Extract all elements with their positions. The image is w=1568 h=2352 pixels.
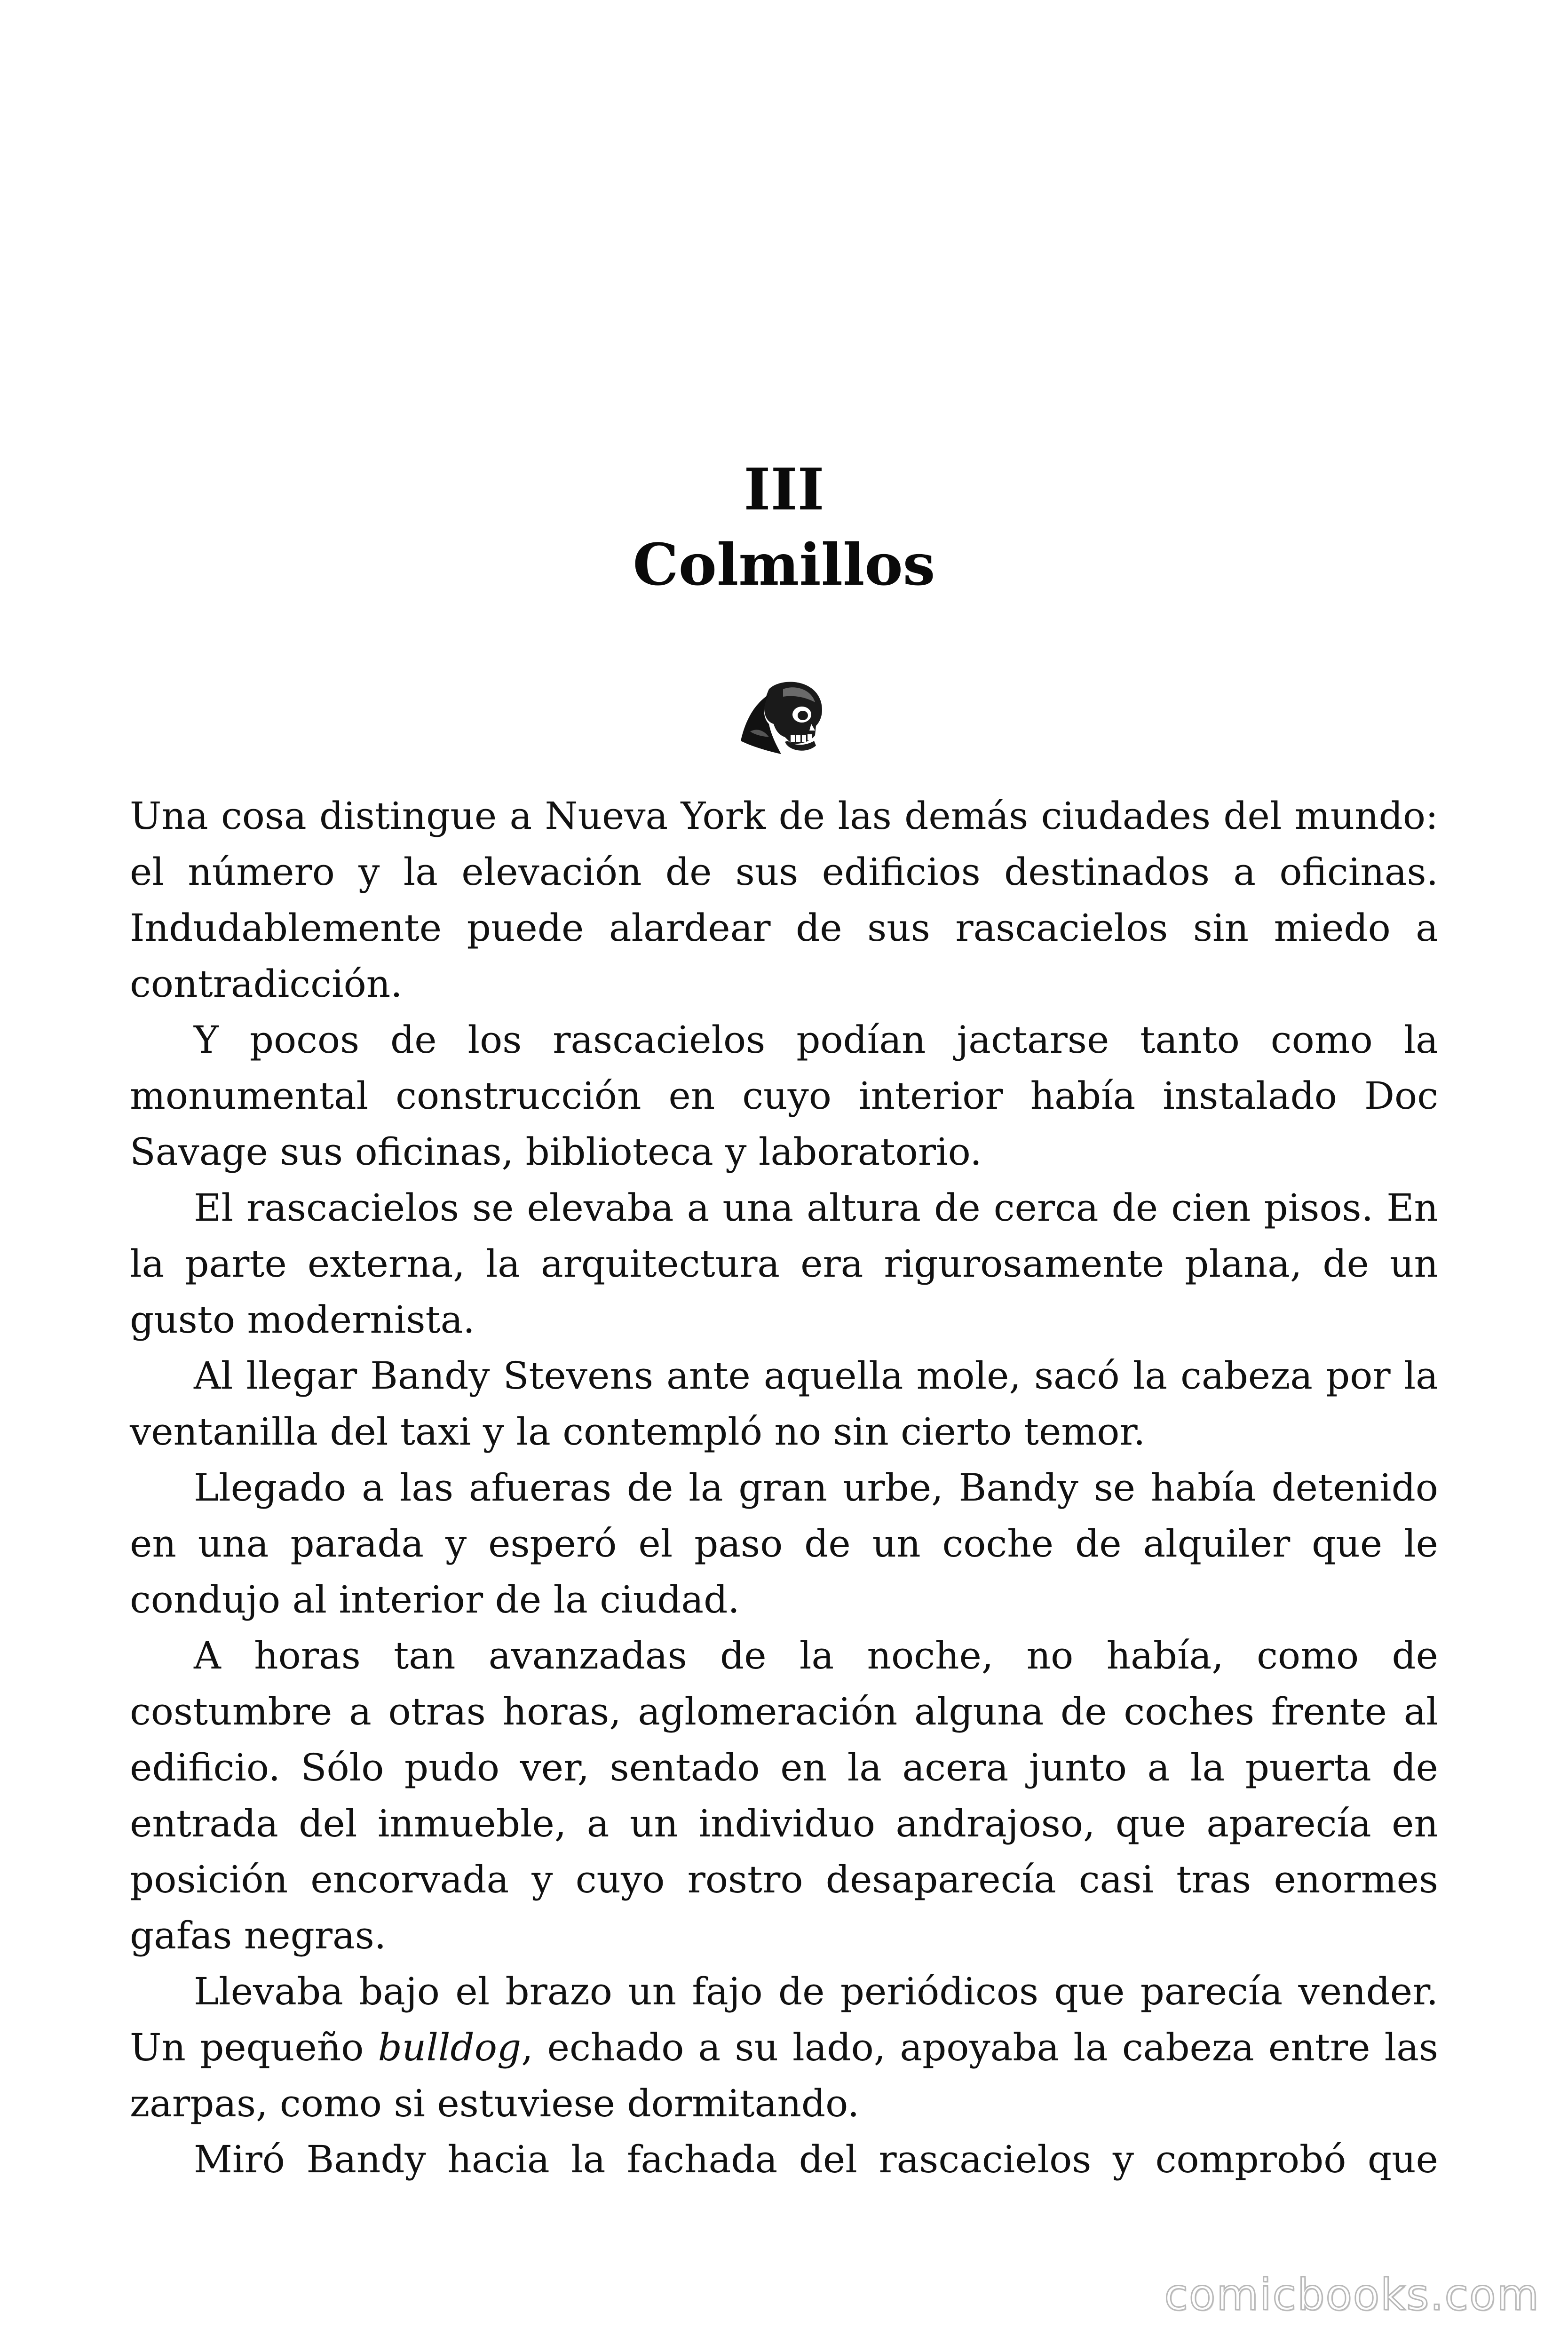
paragraph-text: Llevaba bajo el brazo un fajo de periódicos que parecía vender. Un pequeño: [130, 1970, 1438, 2069]
paragraph: Una cosa distingue a Nueva York de las demás ciudades del mundo: el número y la elevación de sus edificios destinados a oficinas. Indudablemente puede alardear de sus rascacielos sin miedo a contradicción.: [130, 794, 1438, 1006]
paragraph-text: , echado a su lado, apoyaba la cabeza entre las zarpas, como si estuviese dormitando.: [130, 2026, 1438, 2125]
chapter-body: [130, 788, 1438, 2187]
paragraph: Miró Bandy hacia la fachada del rascacielos y comprobó que: [194, 2137, 1438, 2181]
emphasized-word: bulldog: [378, 2026, 522, 2069]
paragraph: Y pocos de los rascacielos podían jactarse tanto como la monumental construcción en cuyo interior había instalado Doc Savage sus oficinas, biblioteca y laboratorio.: [130, 1018, 1438, 1174]
skull-icon: [736, 675, 830, 757]
paragraph: Llegado a las afueras de la gran urbe, Bandy se había detenido en una parada y esperó el paso de un coche de alquiler que le condujo al interior de la ciudad.: [130, 1466, 1438, 1621]
chapter-number: III: [744, 455, 824, 523]
paragraph: Al llegar Bandy Stevens ante aquella mole, sacó la cabeza por la ventanilla del taxi y la contempló no sin cierto temor.: [130, 1354, 1438, 1454]
chapter-title: Colmillos: [633, 531, 935, 598]
paragraph: El rascacielos se elevaba a una altura de cerca de cien pisos. En la parte externa, la arquitectura era rigurosamente plana, de un gusto modernista.: [130, 1186, 1438, 1342]
paragraph: [130, 1963, 1438, 2131]
paragraph: A horas tan avanzadas de la noche, no había, como de costumbre a otras horas, aglomeración alguna de coches frente al edificio. Sólo pudo ver, sentado en la acera junto a la puerta de entrada del inmueble, a un individuo andrajoso, que aparecía en posición encorvada y cuyo rostro desaparecía casi tras enormes gafas negras.: [130, 1634, 1438, 1957]
chapter-heading: [0, 452, 1568, 602]
watermark: comicbooks.com: [1164, 2270, 1540, 2320]
